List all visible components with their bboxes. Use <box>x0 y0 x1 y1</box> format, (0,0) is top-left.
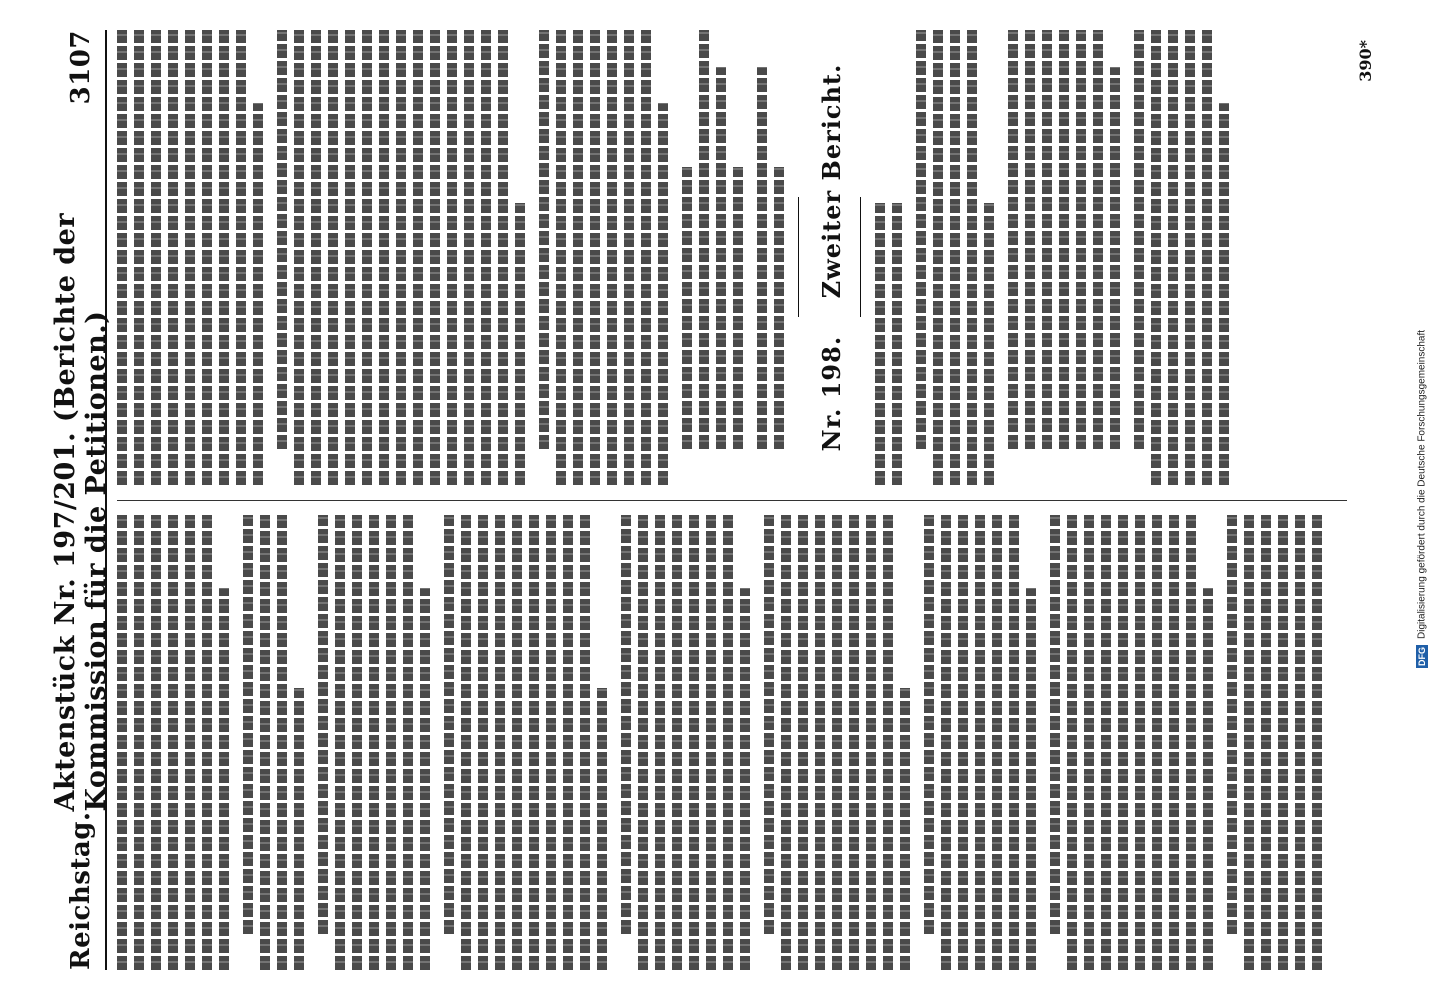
paragraph <box>764 515 910 970</box>
paragraph <box>621 515 750 970</box>
section-rule <box>860 198 861 318</box>
paragraph <box>117 515 229 970</box>
paragraph <box>243 515 304 970</box>
paragraph <box>1008 30 1120 485</box>
paragraph <box>318 515 430 970</box>
dfg-logo-icon: DFG <box>1417 647 1427 666</box>
right-column <box>117 30 1347 485</box>
watermark-text: Digitalisierung gefördert durch die Deutsche Forschungsgemeinschaft <box>1416 329 1428 639</box>
paragraph <box>539 30 668 485</box>
paragraph <box>924 515 1036 970</box>
paragraph <box>916 30 994 485</box>
paragraph <box>444 515 607 970</box>
running-header <box>50 30 112 970</box>
paragraph <box>1134 30 1229 485</box>
left-column <box>117 515 1347 970</box>
paragraph <box>757 30 784 485</box>
paragraph <box>1227 515 1322 970</box>
header-rule <box>105 30 107 970</box>
report-heading <box>817 30 846 485</box>
paragraph <box>277 30 525 485</box>
section-rule <box>798 198 799 318</box>
header-left: Reichstag. <box>66 811 96 970</box>
footer-number: 390* <box>1356 40 1375 82</box>
header-title: Aktenstück Nr. 197/201. (Berichte der Kommission für die Petitionen.) <box>50 212 112 812</box>
paragraph <box>875 30 902 485</box>
digitization-watermark <box>1414 8 1430 668</box>
paragraph <box>1050 515 1213 970</box>
report-number: Nr. 198. <box>817 335 846 452</box>
paragraph <box>117 30 263 485</box>
paragraph <box>682 30 743 485</box>
header-page-number: 3107 <box>66 30 96 105</box>
report-title: Zweiter Bericht. <box>817 63 846 299</box>
document-page <box>47 10 1387 990</box>
column-divider <box>117 500 1347 501</box>
